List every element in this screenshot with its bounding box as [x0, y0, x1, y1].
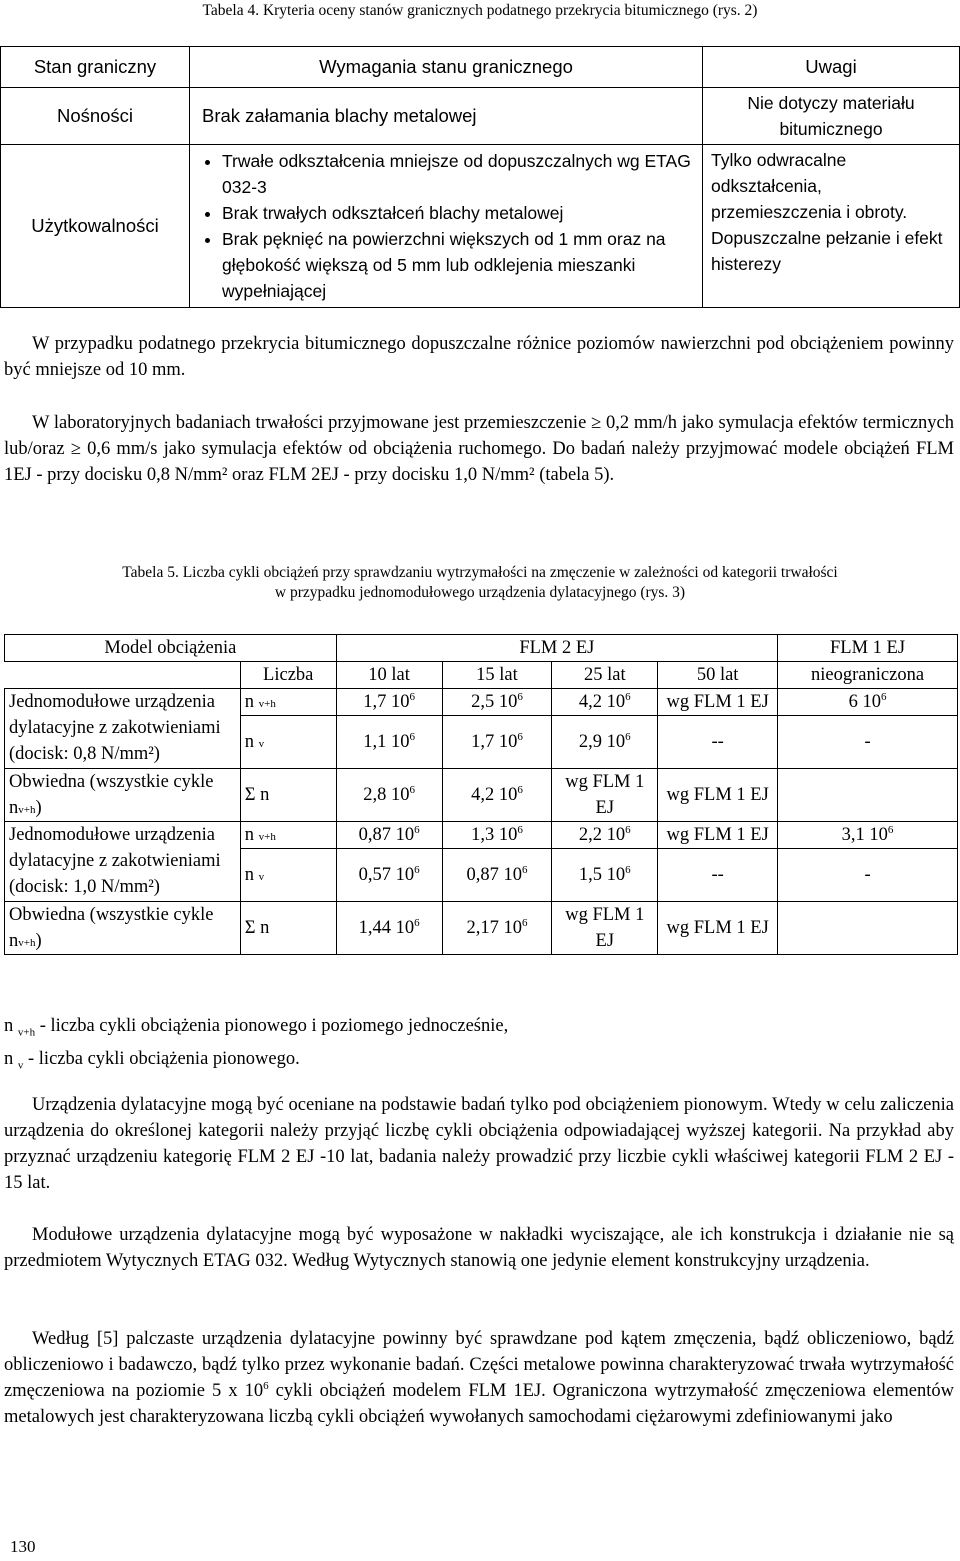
- table5-legend: [4, 1013, 508, 1078]
- table5-value: 2,17 $10^6$: [442, 902, 552, 955]
- table5-group-description: Jednomodułowe urządzenia dylatacyjne z zakotwieniami (docisk: 0,8 N/mm²): [5, 689, 241, 769]
- table5-value: 1,7 $10^6$: [442, 716, 552, 769]
- paragraph-text: Urządzenia dylatacyjne mogą być oceniane na podstawie badań tylko pod obciążeniem pionowym. Wtedy w celu zaliczenia urządzenia do określonej kategorii należy przyjąć liczbę cykli obciążenia odpowiadającej wyższej kategorii. Na przykład aby przyznać urządzeniu kategorię FLM 2 EJ -10 lat, badania należy prowadzić przy liczbie cykli właściwej kategorii FLM 2 EJ - 15 lat.: [4, 1095, 954, 1193]
- table5-value: 1,5 $10^6$: [552, 849, 658, 902]
- table5-value: 0,87 $10^6$: [336, 822, 442, 849]
- table5-value: 2,5 $10^6$: [442, 689, 552, 716]
- paragraph-text: W laboratoryjnych badaniach trwałości przyjmowane jest przemieszczenie ≥ 0,2 mm/h jako symulacja efektów termicznych lub/oraz ≥ 0,6 mm/s jako symulacja efektów od obciążenia ruchomego. Do badań należy przyjmować modele obciążeń FLM 1EJ - przy docisku 0,8 N/mm² oraz FLM 2EJ - przy docisku 1,0 N/mm² (tabela 5).: [4, 413, 954, 485]
- legend-item: n $_v$ - liczba cykli obciążenia pionowego.: [4, 1048, 300, 1072]
- table5-value: wg FLM 1 EJ: [658, 902, 778, 955]
- table5-value-unlimited: 6 $10^6$: [778, 689, 958, 716]
- table5-symbol: Σ n: [240, 902, 336, 955]
- table4-header-requirements: Wymagania stanu granicznego: [190, 47, 703, 88]
- table5-value: 1,1 $10^6$: [336, 716, 442, 769]
- table5-value: 4,2 $10^6$: [442, 769, 552, 822]
- table5-header-year: 25 lat: [552, 662, 658, 689]
- table4-state-nosnosci: Nośności: [1, 88, 190, 145]
- table5-value: wg FLM 1 EJ: [658, 689, 778, 716]
- table5-value: wg FLM 1 EJ: [552, 902, 658, 955]
- table5-value-unlimited: [778, 769, 958, 822]
- paragraph: [4, 331, 954, 383]
- table4-header-state: Stan graniczny: [1, 47, 190, 88]
- table4-caption: Tabela 4. Kryteria oceny stanów granicznych podatnego przekrycia bitumicznego (rys. 2): [202, 2, 758, 19]
- table5-header-flm2: FLM 2 EJ: [336, 635, 777, 662]
- table4-requirement-nosnosci: Brak załamania blachy metalowej: [190, 88, 703, 145]
- table5-caption: [0, 563, 960, 603]
- table5-header-unlimited: nieograniczona: [778, 662, 958, 689]
- table4-header-notes: Uwagi: [703, 47, 960, 88]
- requirement-item: • Brak trwałych odkształceń blachy metalowej: [222, 200, 698, 226]
- table4-state-uzytkowalnosci: Użytkowalności: [1, 145, 190, 308]
- paragraph-text: W przypadku podatnego przekrycia bitumicznego dopuszczalne różnice poziomów nawierzchni pod obciążeniem powinny być mniejsze od 10 mm.: [4, 334, 954, 380]
- table5-value: wg FLM 1 EJ: [552, 769, 658, 822]
- table5-value: 0,87 $10^6$: [442, 849, 552, 902]
- paragraph: [4, 1222, 954, 1274]
- table4-note-nosnosci: Nie dotyczy materiału bitumicznego: [703, 88, 960, 145]
- table5-value: 2,8 $10^6$: [336, 769, 442, 822]
- table5-value: 4,2 $10^6$: [552, 689, 658, 716]
- table5-value-unlimited: [778, 902, 958, 955]
- table5: [4, 634, 958, 955]
- table5-value: wg FLM 1 EJ: [658, 822, 778, 849]
- paragraph: [4, 410, 954, 488]
- requirement-item: • Trwałe odkształcenia mniejsze od dopuszczalnych wg ETAG 032-3: [222, 148, 698, 200]
- table5-symbol: Σ n: [240, 769, 336, 822]
- table5-header-flm1: FLM 1 EJ: [778, 635, 958, 662]
- table5-header-liczba: Liczba: [240, 662, 336, 689]
- table5-symbol: n v+h: [240, 689, 336, 716]
- table5-symbol: n v: [240, 716, 336, 769]
- page-number: 130: [10, 1537, 36, 1556]
- table5-value: 1,44 $10^6$: [336, 902, 442, 955]
- table5-value: 2,9 $10^6$: [552, 716, 658, 769]
- table5-value: 0,57 $10^6$: [336, 849, 442, 902]
- table4-requirements-uzytkowalnosci: [190, 145, 703, 308]
- paragraph: [4, 1326, 954, 1430]
- table5-value: 1,3 $10^6$: [442, 822, 552, 849]
- table5-value: 2,2 $10^6$: [552, 822, 658, 849]
- table5-envelope-description: Obwiedna (wszystkie cykle nv+h): [5, 769, 241, 822]
- table5-value-unlimited: 3,1 $10^6$: [778, 822, 958, 849]
- table5-caption-line1: Tabela 5. Liczba cykli obciążeń przy sprawdzaniu wytrzymałości na zmęczenie w zależności od kategorii trwałości: [122, 564, 838, 581]
- table5-caption-line2: w przypadku jednomodułowego urządzenia dylatacyjnego (rys. 3): [274, 584, 686, 601]
- paragraph-text: Według [5] palczaste urządzenia dylatacyjne powinny być sprawdzane pod kątem zmęczenia, bądź obliczeniowo, bądź obliczeniowo i badawczo, bądź tylko przez wykonanie badań. Części metalowe powinna charakteryzować trwała wytrzymałość zmęczeniowa na poziomie 5 x $10^6$ cykli obciążeń modelem FLM 1EJ. Ograniczona wytrzymałość zmęczeniowa elementów metalowych jest charakteryzowana liczbą cykli obciążeń wywołanych samochodami ciężarowymi zdefiniowanymi jako: [4, 1329, 954, 1427]
- paragraph: [4, 1092, 954, 1196]
- table5-symbol: n v: [240, 849, 336, 902]
- table5-value: 1,7 $10^6$: [336, 689, 442, 716]
- table5-header-year: 15 lat: [442, 662, 552, 689]
- table5-symbol: n v+h: [240, 822, 336, 849]
- paragraph-text: Modułowe urządzenia dylatacyjne mogą być wyposażone w nakładki wyciszające, ale ich konstrukcja i działanie nie są przedmiotem Wytycznych ETAG 032. Według Wytycznych stanowią one jedynie element konstrukcyjny urządzenia.: [4, 1225, 954, 1271]
- table5-blank: [5, 662, 241, 689]
- table5-envelope-description: Obwiedna (wszystkie cykle nv+h): [5, 902, 241, 955]
- requirement-item: • Brak pęknięć na powierzchni większych od 1 mm oraz na głębokość większą od 5 mm lub odklejenia mieszanki wypełniającej: [222, 226, 698, 304]
- table5-header-year: 10 lat: [336, 662, 442, 689]
- table5-header-year: 50 lat: [658, 662, 778, 689]
- table4: [0, 46, 960, 308]
- table5-value: --: [658, 849, 778, 902]
- table5-value-unlimited: -: [778, 716, 958, 769]
- legend-item: n $_{v+h}$ - liczba cykli obciążenia pionowego i poziomego jednocześnie,: [4, 1016, 509, 1039]
- table5-value-unlimited: -: [778, 849, 958, 902]
- table5-value: wg FLM 1 EJ: [658, 769, 778, 822]
- table5-header-model: Model obciążenia: [5, 635, 337, 662]
- table5-value: --: [658, 716, 778, 769]
- table5-group-description: Jednomodułowe urządzenia dylatacyjne z zakotwieniami (docisk: 1,0 N/mm²): [5, 822, 241, 902]
- table4-note-uzytkowalnosci: Tylko odwracalne odkształcenia, przemieszczenia i obroty. Dopuszczalne pełzanie i efekt histerezy: [703, 145, 960, 308]
